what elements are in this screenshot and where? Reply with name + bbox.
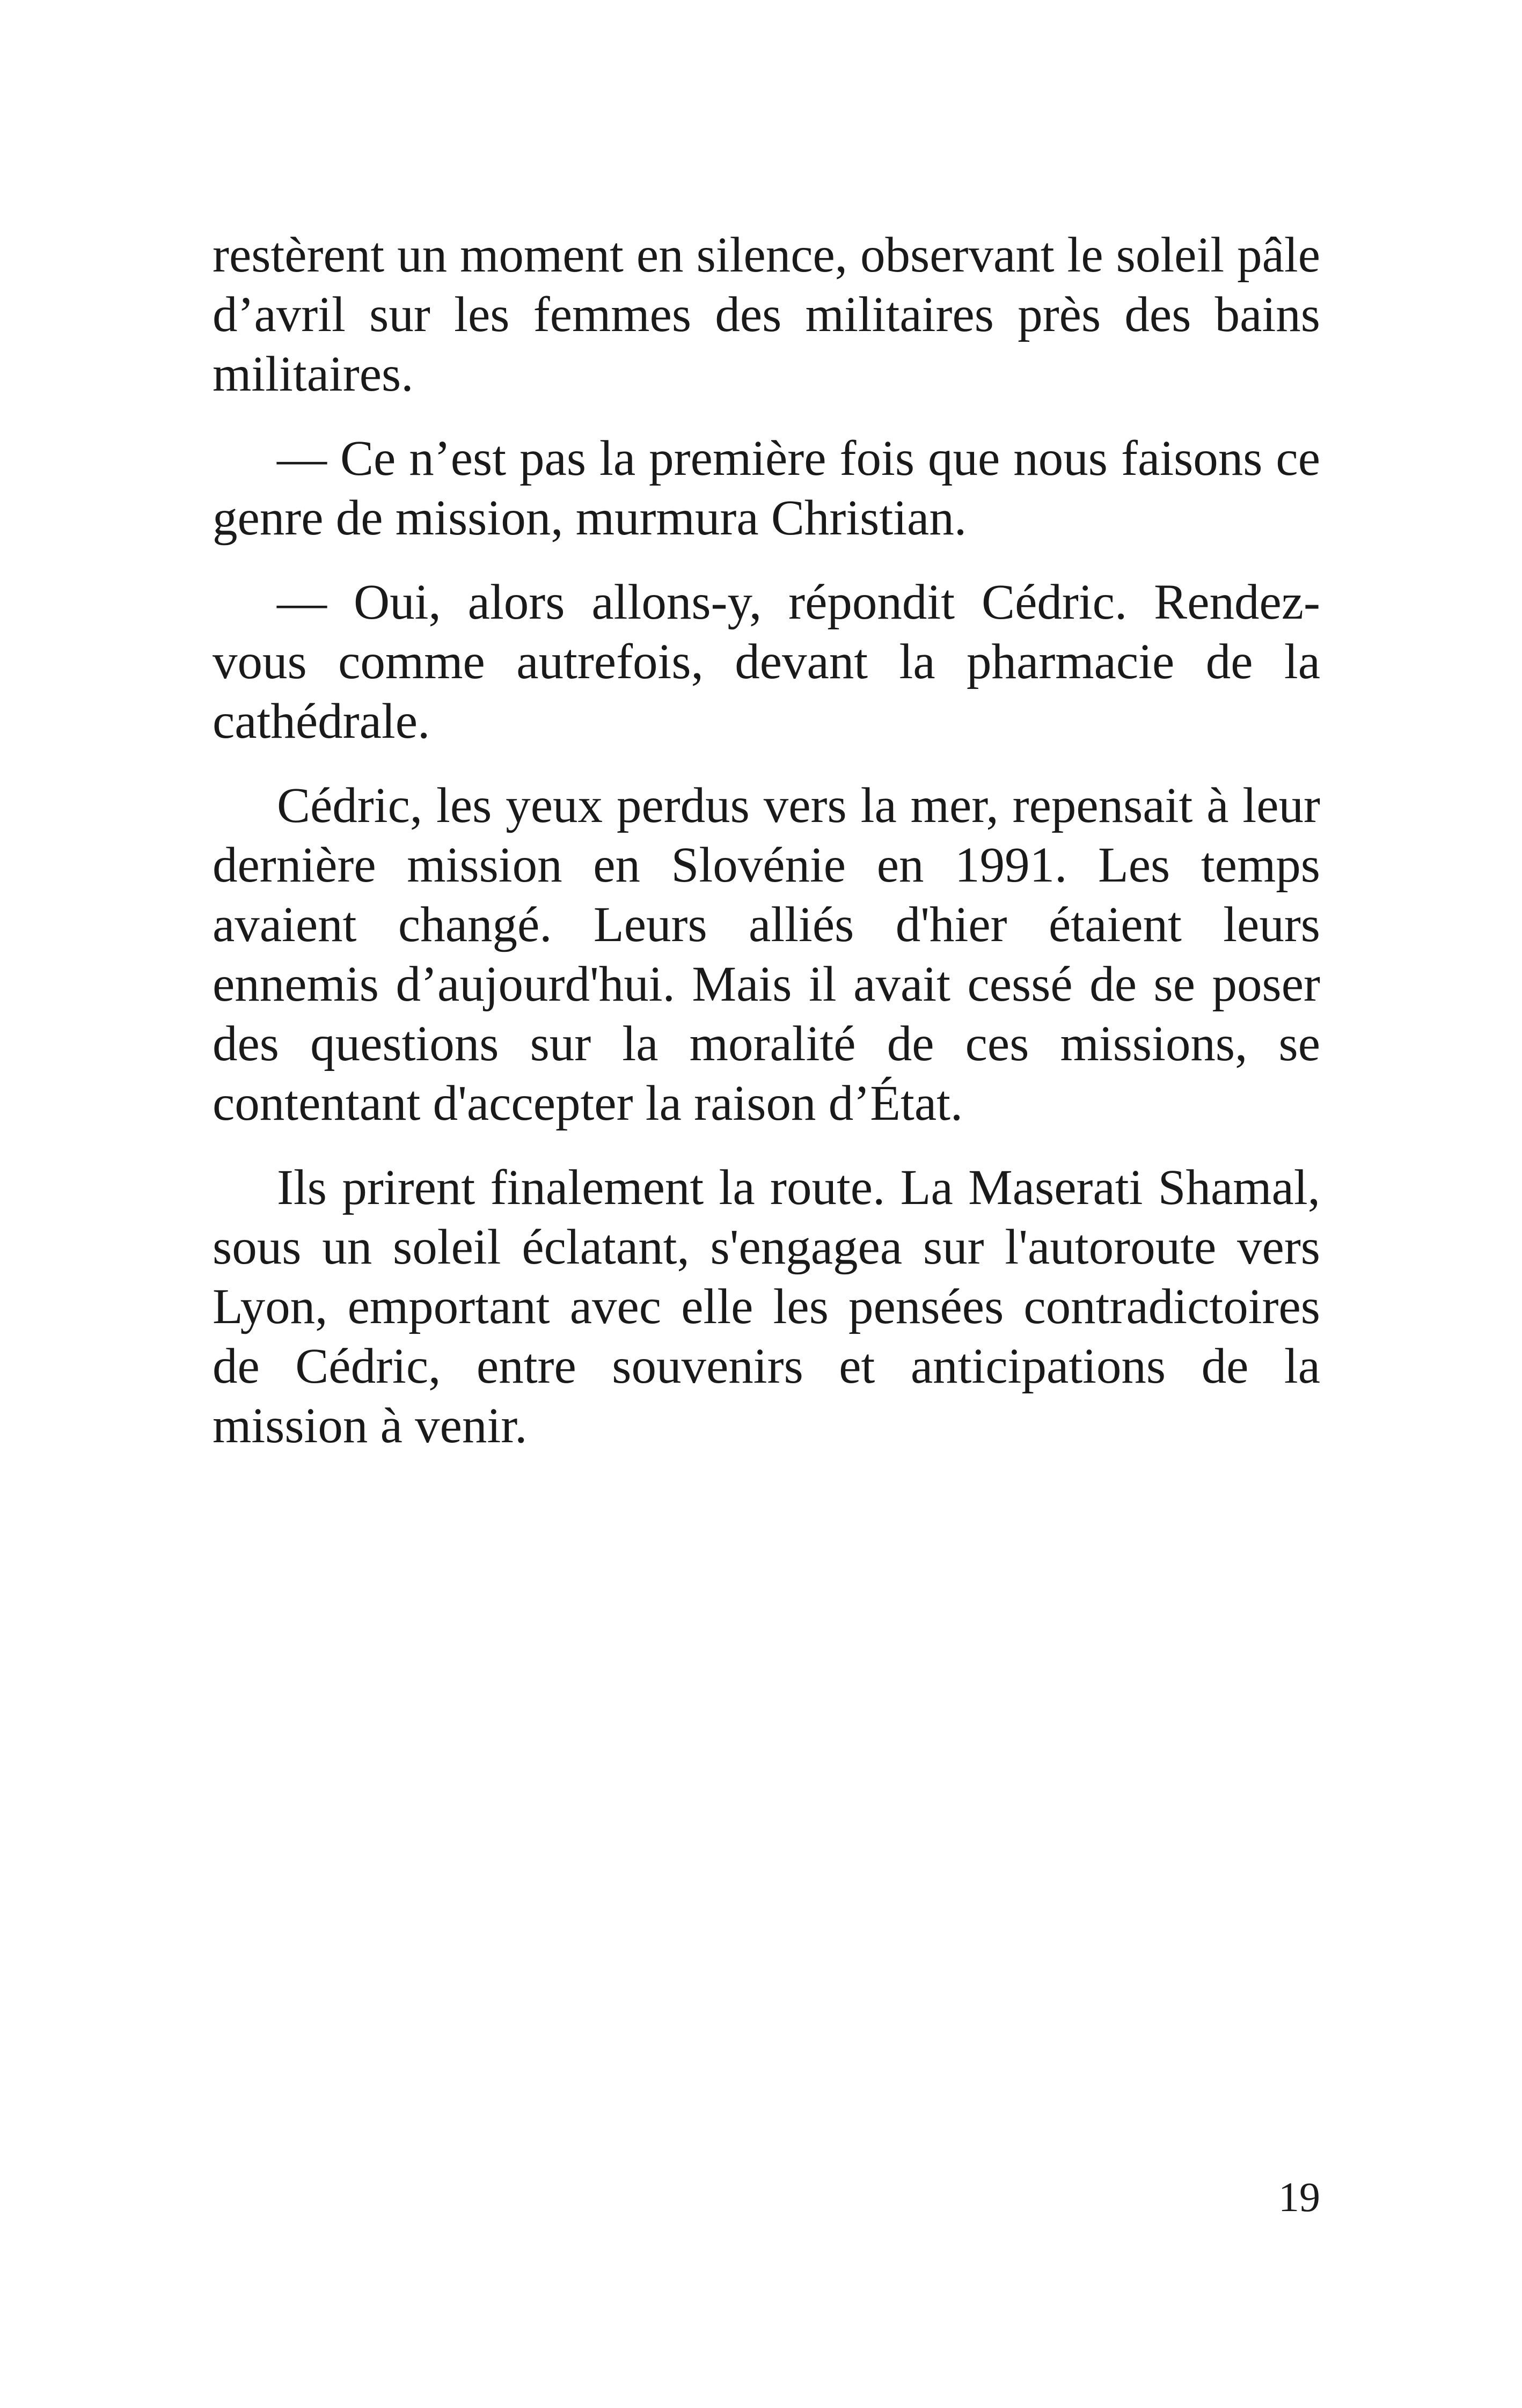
page-number: 19 (1278, 2174, 1320, 2220)
dialogue-christian: — Ce n’est pas la première fois que nous faisons ce genre de mission, murmura Christian. (213, 431, 1320, 546)
body-text (213, 225, 1320, 1480)
dialogue-cedric: — Oui, alors allons-y, répondit Cédric. Rendez-vous comme autrefois, devant la pharmacie de la cathédrale. (213, 575, 1320, 749)
paragraph-slovenia-memory: Cédric, les yeux perdus vers la mer, repensait à leur dernière mission en Slovénie en 1991. Les temps avaient changé. Leurs alliés d'hier étaient leurs ennemis d’aujourd'hui. Mais il avait cessé de se poser des questions sur la moralité de ces missions, se contentant d'accepter la raison d’État. (213, 778, 1320, 1131)
paragraph-departure: Ils prirent finalement la route. La Maserati Shamal, sous un soleil éclatant, s'engagea sur l'autoroute vers Lyon, emportant avec elle les pensées contradictoires de Cédric, entre souvenirs et anticipations de la mission à venir. (213, 1160, 1320, 1453)
paragraph-continuation: restèrent un moment en silence, observant le soleil pâle d’avril sur les femmes des militaires près des bains militaires. (213, 227, 1320, 402)
